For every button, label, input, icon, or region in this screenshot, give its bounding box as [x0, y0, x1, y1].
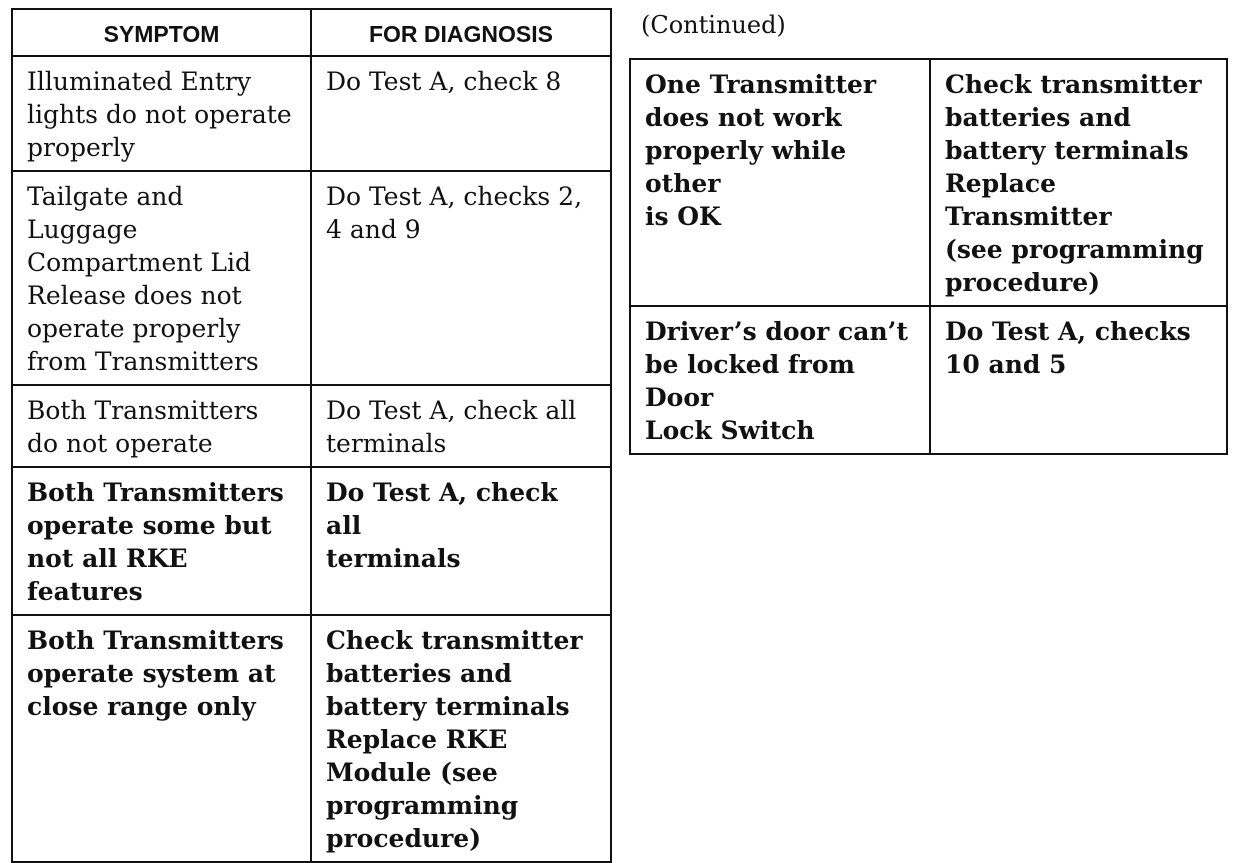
- symptom-cell: Tailgate and Luggage Compartment Lid Release does not operate properly from Transmitters: [12, 171, 311, 385]
- diagnosis-cell: Check transmitter batteries and battery terminals Replace RKE Module (see programming procedure): [311, 615, 611, 862]
- symptom-diagnosis-table: [11, 8, 612, 863]
- table-row: [630, 306, 1227, 454]
- symptom-cell: Both Transmitters operate some but not all RKE features: [12, 467, 311, 615]
- table-row: [12, 467, 611, 615]
- diagnosis-cell: Check transmitter batteries and battery terminals Replace Transmitter (see programming procedure): [930, 59, 1227, 306]
- table-row: [12, 56, 611, 171]
- continued-label: (Continued): [641, 11, 786, 39]
- table-row: [630, 59, 1227, 306]
- symptom-header: SYMPTOM: [12, 9, 311, 56]
- table-header-row: [12, 9, 611, 56]
- table-row: [12, 171, 611, 385]
- diagnosis-cell: Do Test A, checks 2, 4 and 9: [311, 171, 611, 385]
- symptom-cell: Both Transmitters do not operate: [12, 385, 311, 467]
- table-row: [12, 385, 611, 467]
- diagnosis-cell: Do Test A, checks 10 and 5: [930, 306, 1227, 454]
- diagnosis-cell: Do Test A, check all terminals: [311, 467, 611, 615]
- symptom-cell: Illuminated Entry lights do not operate properly: [12, 56, 311, 171]
- diagnosis-cell: Do Test A, check all terminals: [311, 385, 611, 467]
- diagnosis-header: FOR DIAGNOSIS: [311, 9, 611, 56]
- symptom-cell: One Transmitter does not work properly while other is OK: [630, 59, 930, 306]
- symptom-cell: Both Transmitters operate system at close range only: [12, 615, 311, 862]
- symptom-cell: Driver’s door can’t be locked from Door Lock Switch: [630, 306, 930, 454]
- diagnosis-cell: Do Test A, check 8: [311, 56, 611, 171]
- table-row: [12, 615, 611, 862]
- continued-table: [629, 58, 1228, 455]
